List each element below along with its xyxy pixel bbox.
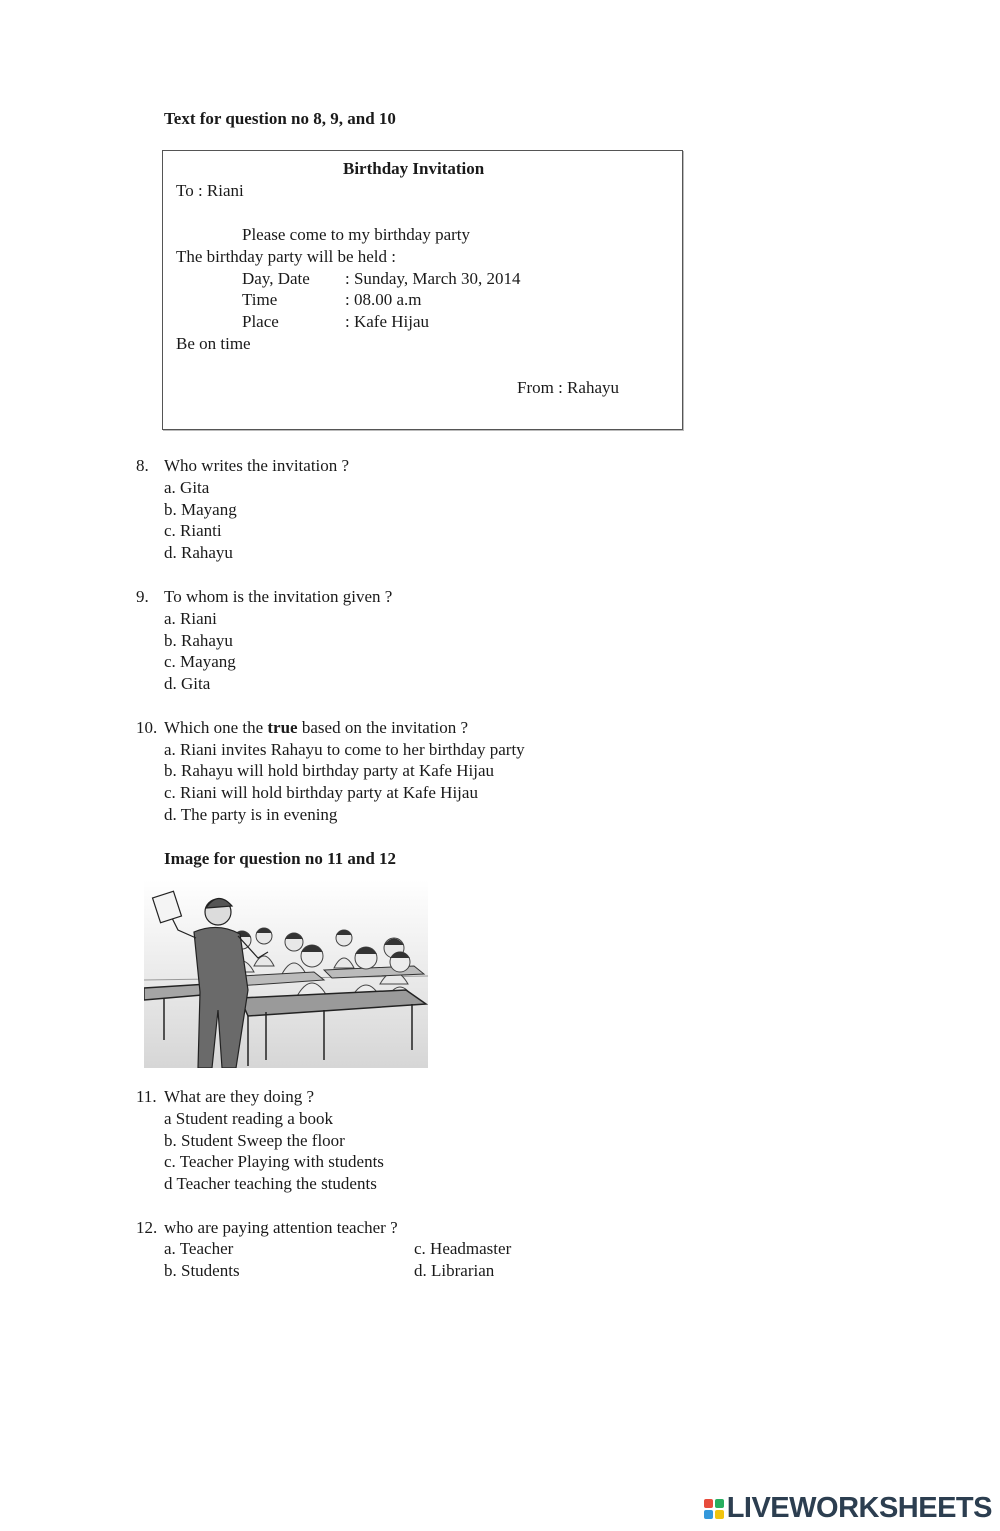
- q11-option-d[interactable]: d Teacher teaching the students: [164, 1174, 377, 1193]
- question-11-text: What are they doing ?: [164, 1087, 315, 1106]
- question-number: 11.: [136, 1087, 157, 1106]
- q9-option-d[interactable]: d. Gita: [164, 674, 211, 693]
- q10-option-b[interactable]: b. Rahayu will hold birthday party at Kafe Hijau: [164, 761, 494, 780]
- question-number: 9.: [136, 587, 149, 606]
- invitation-recipient: To : Riani: [176, 181, 244, 200]
- q8-option-d[interactable]: d. Rahayu: [164, 543, 233, 562]
- detail-value-time: : 08.00 a.m: [345, 290, 422, 309]
- q12-option-a[interactable]: a. Teacher: [164, 1239, 234, 1258]
- invitation-title: Birthday Invitation: [343, 159, 485, 178]
- q11-option-a[interactable]: a Student reading a book: [164, 1109, 334, 1128]
- invitation-line: The birthday party will be held :: [176, 247, 396, 266]
- logo-square: [715, 1510, 724, 1519]
- question-9-text: To whom is the invitation given ?: [164, 587, 393, 606]
- question-10-text: Which one the true based on the invitation ?: [164, 718, 469, 737]
- logo-square: [704, 1510, 713, 1519]
- detail-label-place: Place: [242, 312, 279, 331]
- invitation-closing: Be on time: [176, 334, 251, 353]
- q9-option-b[interactable]: b. Rahayu: [164, 631, 233, 650]
- invitation-sender: From : Rahayu: [517, 378, 619, 397]
- liveworksheets-icon: [704, 1499, 724, 1519]
- detail-label-time: Time: [242, 290, 278, 309]
- q10-option-a[interactable]: a. Riani invites Rahayu to come to her birthday party: [164, 740, 525, 759]
- question-number: 10.: [136, 718, 158, 737]
- question-8-text: Who writes the invitation ?: [164, 456, 350, 475]
- question-number: 12.: [136, 1218, 158, 1237]
- q10-option-c[interactable]: c. Riani will hold birthday party at Kafe Hijau: [164, 783, 478, 802]
- brand-name: LIVEWORKSHEETS: [726, 1492, 992, 1524]
- detail-value-day-date: : Sunday, March 30, 2014: [345, 269, 521, 288]
- section-heading-invitation: Text for question no 8, 9, and 10: [164, 109, 396, 128]
- classroom-illustration: [144, 880, 428, 1068]
- q12-option-c[interactable]: c. Headmaster: [414, 1239, 512, 1258]
- emphasis-true: true: [267, 718, 298, 737]
- q11-option-c[interactable]: c. Teacher Playing with students: [164, 1152, 384, 1171]
- logo-square: [704, 1499, 713, 1508]
- question-number: 8.: [136, 456, 149, 475]
- q11-option-b[interactable]: b. Student Sweep the floor: [164, 1131, 345, 1150]
- q8-option-b[interactable]: b. Mayang: [164, 500, 237, 519]
- detail-value-place: : Kafe Hijau: [345, 312, 430, 331]
- q12-option-b[interactable]: b. Students: [164, 1261, 240, 1280]
- q9-option-c[interactable]: c. Mayang: [164, 652, 236, 671]
- q9-option-a[interactable]: a. Riani: [164, 609, 217, 628]
- q10-option-d[interactable]: d. The party is in evening: [164, 805, 338, 824]
- liveworksheets-logo[interactable]: [704, 1492, 992, 1525]
- q8-option-c[interactable]: c. Rianti: [164, 521, 222, 540]
- section-heading-image: Image for question no 11 and 12: [164, 849, 397, 868]
- classroom-image: [144, 880, 428, 1068]
- q8-option-a[interactable]: a. Gita: [164, 478, 210, 497]
- question-12-text: who are paying attention teacher ?: [164, 1218, 398, 1237]
- q12-option-d[interactable]: d. Librarian: [414, 1261, 495, 1280]
- logo-square: [715, 1499, 724, 1508]
- detail-label-day-date: Day, Date: [242, 269, 310, 288]
- invitation-line: Please come to my birthday party: [242, 225, 471, 244]
